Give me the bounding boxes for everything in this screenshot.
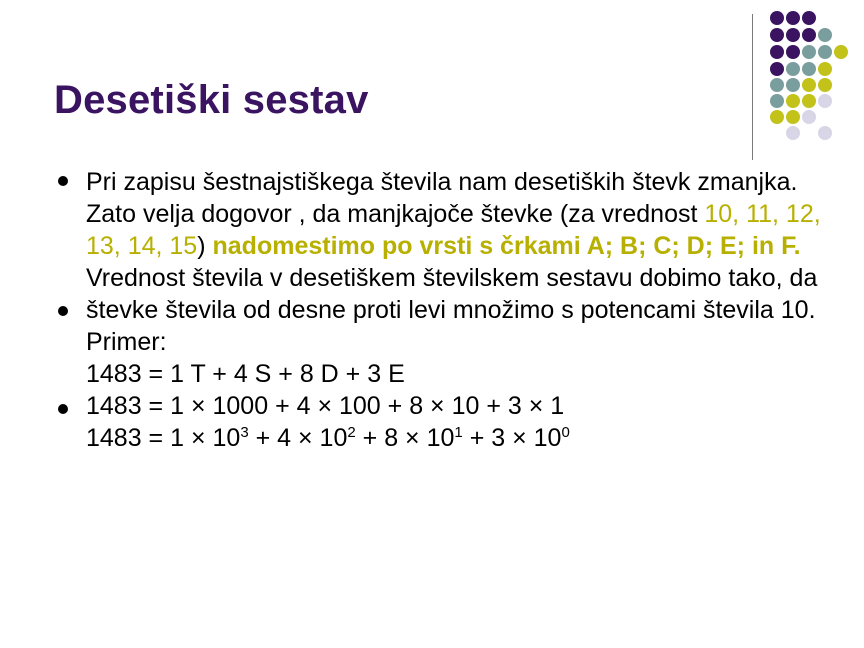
decor-dot-teal xyxy=(802,62,816,76)
decor-dot-lavender xyxy=(802,110,816,124)
decor-dot-teal xyxy=(786,78,800,92)
decor-dot-teal xyxy=(818,28,832,42)
equation-line: 1483 = 1 T + 4 S + 8 D + 3 E xyxy=(86,360,405,388)
exponent: 1 xyxy=(454,424,463,441)
bullet-text-example-label: Primer: xyxy=(86,328,167,356)
bullet-text: Pri zapisu šestnajstiškega števila nam desetiških števk zmanjka. Zato velja dogovor , da manjkajoče števke (za vrednost xyxy=(86,168,798,228)
decor-dot-purple xyxy=(770,11,784,25)
decor-dot-purple xyxy=(770,45,784,59)
decor-dot-purple xyxy=(786,28,800,42)
decor-dot-teal xyxy=(786,62,800,76)
equation-term: + 8 × 10 xyxy=(355,424,455,452)
decor-dot-purple xyxy=(802,28,816,42)
decor-dot-purple xyxy=(802,11,816,25)
decor-dot-teal xyxy=(802,45,816,59)
decor-dot-yellow xyxy=(802,78,816,92)
decor-dot-yellow xyxy=(818,78,832,92)
equation-term: + 4 × 10 xyxy=(248,424,348,452)
bullet-text: ) xyxy=(197,232,213,260)
decor-dot-purple xyxy=(786,11,800,25)
equation-term: 1483 = 1 × 10 xyxy=(86,424,241,452)
decor-dot-lavender xyxy=(786,126,800,140)
equation-line-powers xyxy=(86,422,826,454)
highlighted-rule: nadomestimo po vrsti s črkami A; B; C; D; E; in F. xyxy=(212,232,801,260)
exponent: 3 xyxy=(240,424,249,441)
slide-body xyxy=(86,166,826,454)
decor-dot-teal xyxy=(770,78,784,92)
bullet-marker xyxy=(58,176,68,186)
bullet-text-hex-digits xyxy=(86,166,826,262)
exponent: 2 xyxy=(347,424,356,441)
bullet-text-decimal-value: Vrednost števila v desetiškem številskem sestavu dobimo tako, da števke števila od desne proti levi množimo s potencami števila 10. xyxy=(86,264,818,324)
decor-dot-yellow xyxy=(770,110,784,124)
decorative-divider xyxy=(752,14,753,160)
decor-dot-purple xyxy=(786,45,800,59)
decor-dot-yellow xyxy=(818,62,832,76)
slide-title: Desetiški sestav xyxy=(54,78,369,122)
decor-dot-yellow xyxy=(786,94,800,108)
bullet-marker xyxy=(58,404,68,414)
decor-dot-teal xyxy=(818,45,832,59)
decor-dot-purple xyxy=(770,62,784,76)
decor-dot-purple xyxy=(770,28,784,42)
highlighted-values: 10, 11, 12, 13, 14, 15 xyxy=(86,200,821,260)
decor-dot-lavender xyxy=(818,94,832,108)
decor-dot-teal xyxy=(770,94,784,108)
equation-term: + 3 × 10 xyxy=(462,424,562,452)
decor-dot-yellow xyxy=(834,45,848,59)
decor-dot-yellow xyxy=(802,94,816,108)
bullet-marker xyxy=(58,306,68,316)
decor-dot-yellow xyxy=(786,110,800,124)
exponent: 0 xyxy=(561,424,570,441)
decor-dot-lavender xyxy=(818,126,832,140)
equation-line: 1483 = 1 × 1000 + 4 × 100 + 8 × 10 + 3 × 1 xyxy=(86,392,565,420)
